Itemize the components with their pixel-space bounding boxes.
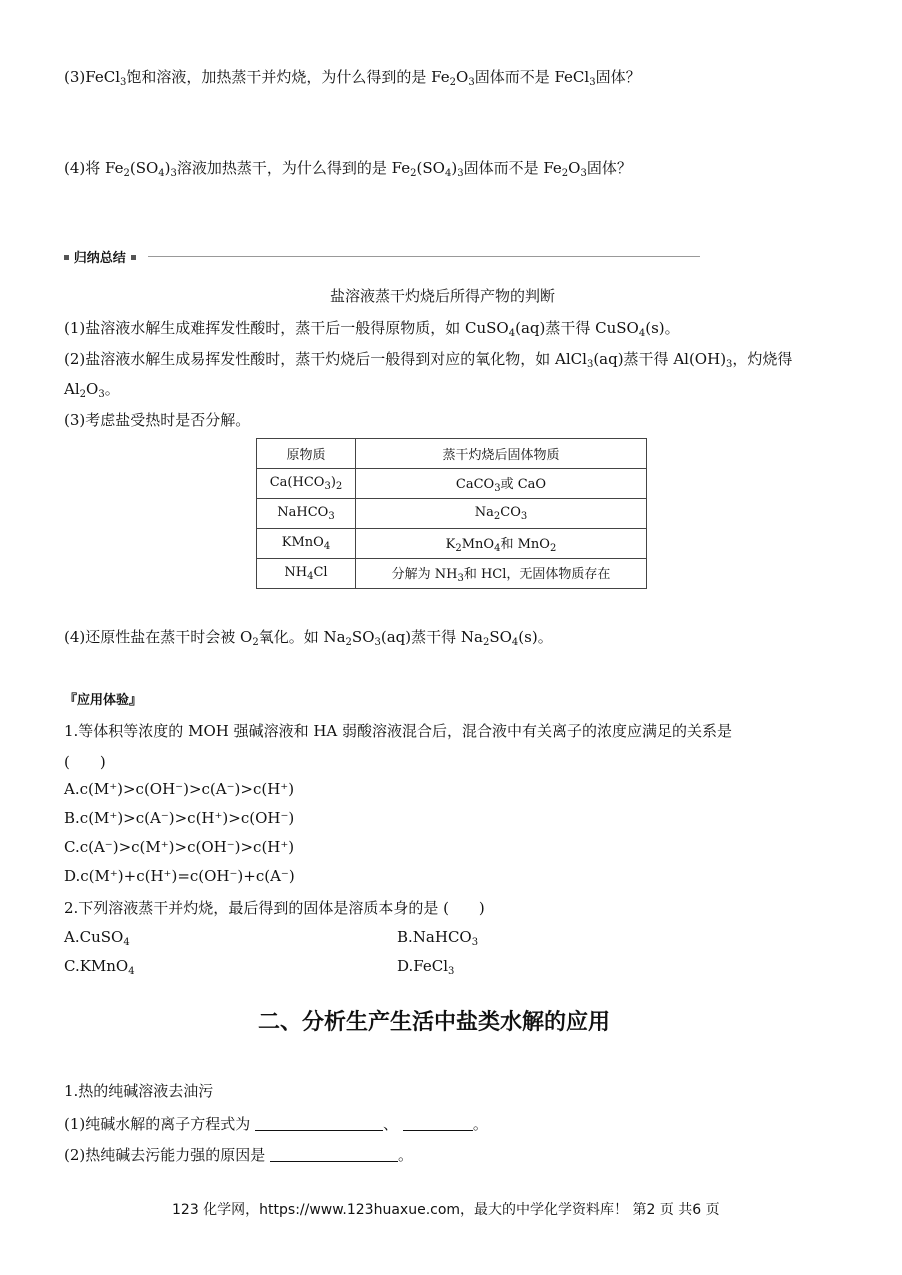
- table-row: [257, 529, 647, 559]
- summary-point-3: (3)考虑盐受热时是否分解。: [64, 411, 251, 429]
- bullet-square-icon: [64, 255, 69, 260]
- option-d: D.c(M⁺)+c(H⁺)=c(OH⁻)+c(A⁻): [64, 867, 295, 885]
- table-row: [257, 499, 647, 529]
- summary-point-2-cont: $Al_2O_3$。: [64, 380, 120, 400]
- table-cell: $K_2MnO_4$和 MnO$_2$: [356, 529, 647, 559]
- table-cell: KMnO$_4$: [257, 529, 356, 559]
- summary-point-2: (2)盐溶液水解生成易挥发性酸时，蒸干灼烧后一般得到对应的氧化物，如 AlCl$_3$(aq)蒸干得 $Al(OH)_3$，灼烧得: [64, 350, 793, 370]
- summary-title: 盐溶液蒸干灼烧后所得产物的判断: [330, 287, 556, 305]
- table-row: [257, 559, 647, 589]
- table-header: 蒸干灼烧后固体物质: [356, 439, 647, 469]
- option-a: A.c(M⁺)>c(OH⁻)>c(A⁻)>c(H⁺): [64, 780, 295, 798]
- answer-blank[interactable]: [255, 1116, 383, 1131]
- answer-blank[interactable]: [270, 1147, 398, 1162]
- table-cell: $NH_4Cl$: [257, 559, 356, 589]
- product-table: [256, 438, 647, 589]
- table-row: [257, 469, 647, 499]
- summary-heading: [64, 247, 136, 266]
- table-cell: CaCO$_3$或 CaO: [356, 469, 647, 499]
- section-title: 二、分析生产生活中盐类水解的应用: [258, 1010, 611, 1035]
- bullet-square-icon: [131, 255, 136, 260]
- practice-label: 『应用体验』: [64, 693, 143, 708]
- table-cell: $Na_2CO_3$: [356, 499, 647, 529]
- heading-divider: [148, 256, 700, 257]
- table-cell: NaHCO$_3$: [257, 499, 356, 529]
- table-header-row: [257, 439, 647, 469]
- option-b: B.c(M⁺)>c(A⁻)>c(H⁺)>c(OH⁻): [64, 809, 295, 827]
- option-c: C.KMnO$_4$: [64, 957, 135, 977]
- application-1-1: (1)纯碱水解的离子方程式为 、 。: [64, 1115, 488, 1133]
- table-header: 原物质: [257, 439, 356, 469]
- application-1-2: (2)热纯碱去污能力强的原因是 。: [64, 1146, 414, 1164]
- summary-label: 归纳总结: [73, 251, 126, 266]
- option-d: D.FeCl$_3$: [397, 957, 455, 977]
- option-c: C.c(A⁻)>c(M⁺)>c(OH⁻)>c(H⁺): [64, 838, 295, 856]
- summary-point-1: (1)盐溶液水解生成难挥发性酸时，蒸干后一般得原物质，如 CuSO$_4$(aq)蒸干得 CuSO$_4$(s)。: [64, 319, 680, 339]
- application-1: 1.热的纯碱溶液去油污: [64, 1082, 214, 1100]
- table-cell: 分解为 $NH_3$和 HCl，无固体物质存在: [356, 559, 647, 589]
- practice-1-stem: 1.等体积等浓度的 MOH 强碱溶液和 HA 弱酸溶液混合后，混合液中有关离子的浓度应满足的关系是: [64, 722, 733, 740]
- table-cell: $Ca(HCO_3)_2$: [257, 469, 356, 499]
- summary-point-4: (4)还原性盐在蒸干时会被 $O_2$氧化。如 $Na_2SO_3(aq)$蒸干得 $Na_2SO_4(s)$。: [64, 628, 553, 648]
- question-3: (3)FeCl$_3$饱和溶液，加热蒸干并灼烧，为什么得到的是 $Fe_2O_3$固体而不是 FeCl$_3$固体？: [64, 68, 641, 88]
- option-a: A.CuSO$_4$: [64, 928, 130, 948]
- option-b: B.NaHCO$_3$: [397, 928, 479, 948]
- practice-1-paren: ( ): [64, 753, 106, 771]
- answer-blank[interactable]: [403, 1116, 473, 1131]
- page-footer: 123 化学网，https://www.123huaxue.com，最大的中学化学资料库！ 第2 页 共6 页: [172, 1202, 720, 1218]
- practice-2-stem: 2.下列溶液蒸干并灼烧，最后得到的固体是溶质本身的是 ( ): [64, 899, 485, 917]
- question-4: (4)将 $Fe_2(SO_4)_3$溶液加热蒸干，为什么得到的是 $Fe_2(SO_4)_3$固体而不是 $Fe_2O_3$固体？: [64, 159, 632, 179]
